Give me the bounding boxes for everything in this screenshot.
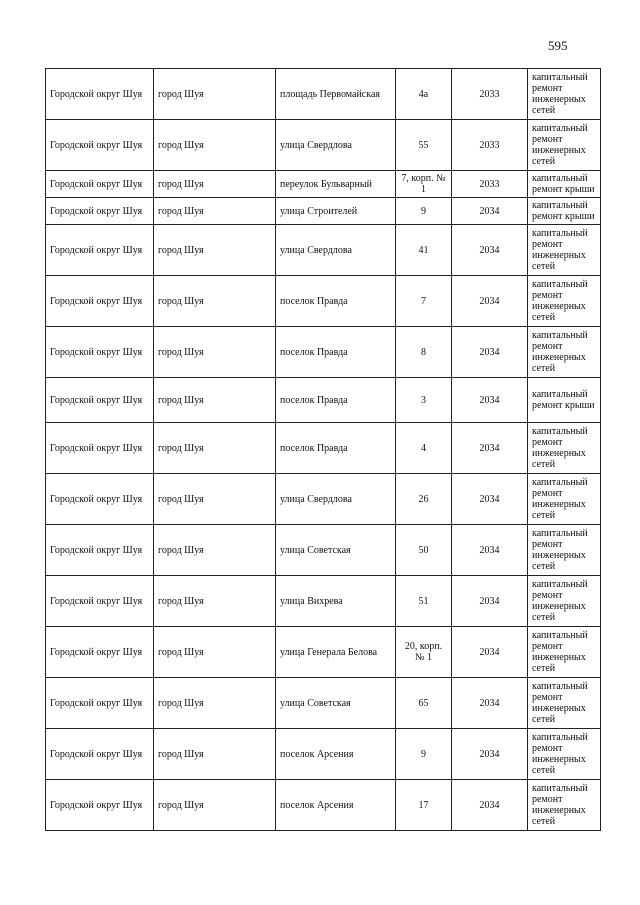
- street-cell: улица Советская: [276, 678, 396, 729]
- table-row: [46, 225, 601, 276]
- work-type-cell: капитальный ремонт инженерных сетей: [528, 69, 601, 120]
- street-cell: площадь Первомайская: [276, 69, 396, 120]
- year-cell: 2033: [452, 171, 528, 198]
- house-number-cell: 7, корп. № 1: [396, 171, 452, 198]
- street-cell: улица Генерала Белова: [276, 627, 396, 678]
- municipality-cell: Городской округ Шуя: [46, 780, 154, 831]
- street-cell: поселок Правда: [276, 276, 396, 327]
- house-number-cell: 41: [396, 225, 452, 276]
- settlement-cell: город Шуя: [154, 576, 276, 627]
- house-number-cell: 26: [396, 474, 452, 525]
- house-number-cell: 17: [396, 780, 452, 831]
- table-row: [46, 69, 601, 120]
- municipality-cell: Городской округ Шуя: [46, 327, 154, 378]
- work-type-cell: капитальный ремонт крыши: [528, 378, 601, 423]
- work-type-cell: капитальный ремонт инженерных сетей: [528, 678, 601, 729]
- settlement-cell: город Шуя: [154, 525, 276, 576]
- street-cell: улица Строителей: [276, 198, 396, 225]
- house-number-cell: 3: [396, 378, 452, 423]
- settlement-cell: город Шуя: [154, 378, 276, 423]
- settlement-cell: город Шуя: [154, 276, 276, 327]
- work-type-cell: капитальный ремонт инженерных сетей: [528, 627, 601, 678]
- work-type-cell: капитальный ремонт инженерных сетей: [528, 474, 601, 525]
- municipality-cell: Городской округ Шуя: [46, 525, 154, 576]
- municipality-cell: Городской округ Шуя: [46, 198, 154, 225]
- year-cell: 2034: [452, 780, 528, 831]
- year-cell: 2034: [452, 276, 528, 327]
- street-cell: улица Свердлова: [276, 120, 396, 171]
- municipality-cell: Городской округ Шуя: [46, 729, 154, 780]
- house-number-cell: 9: [396, 729, 452, 780]
- table-row: [46, 678, 601, 729]
- year-cell: 2034: [452, 474, 528, 525]
- table-row: [46, 378, 601, 423]
- street-cell: улица Советская: [276, 525, 396, 576]
- house-number-cell: 7: [396, 276, 452, 327]
- page-number: 595: [548, 38, 568, 53]
- house-number-cell: 4а: [396, 69, 452, 120]
- year-cell: 2033: [452, 69, 528, 120]
- settlement-cell: город Шуя: [154, 423, 276, 474]
- settlement-cell: город Шуя: [154, 198, 276, 225]
- work-type-cell: капитальный ремонт инженерных сетей: [528, 225, 601, 276]
- work-type-cell: капитальный ремонт инженерных сетей: [528, 423, 601, 474]
- table-row: [46, 423, 601, 474]
- table-row: [46, 729, 601, 780]
- municipality-cell: Городской округ Шуя: [46, 276, 154, 327]
- street-cell: поселок Правда: [276, 423, 396, 474]
- municipality-cell: Городской округ Шуя: [46, 171, 154, 198]
- year-cell: 2034: [452, 225, 528, 276]
- table-row: [46, 120, 601, 171]
- municipality-cell: Городской округ Шуя: [46, 378, 154, 423]
- settlement-cell: город Шуя: [154, 627, 276, 678]
- year-cell: 2034: [452, 378, 528, 423]
- year-cell: 2034: [452, 576, 528, 627]
- table-row: [46, 276, 601, 327]
- table-row: [46, 171, 601, 198]
- year-cell: 2034: [452, 423, 528, 474]
- work-type-cell: капитальный ремонт крыши: [528, 171, 601, 198]
- municipality-cell: Городской округ Шуя: [46, 678, 154, 729]
- street-cell: улица Вихрева: [276, 576, 396, 627]
- house-number-cell: 50: [396, 525, 452, 576]
- municipality-cell: Городской округ Шуя: [46, 69, 154, 120]
- year-cell: 2034: [452, 678, 528, 729]
- table-row: [46, 474, 601, 525]
- settlement-cell: город Шуя: [154, 678, 276, 729]
- table-row: [46, 627, 601, 678]
- settlement-cell: город Шуя: [154, 327, 276, 378]
- house-number-cell: 51: [396, 576, 452, 627]
- year-cell: 2034: [452, 729, 528, 780]
- street-cell: улица Свердлова: [276, 474, 396, 525]
- house-number-cell: 8: [396, 327, 452, 378]
- work-type-cell: капитальный ремонт инженерных сетей: [528, 576, 601, 627]
- street-cell: улица Свердлова: [276, 225, 396, 276]
- municipality-cell: Городской округ Шуя: [46, 120, 154, 171]
- municipality-cell: Городской округ Шуя: [46, 423, 154, 474]
- street-cell: поселок Арсения: [276, 729, 396, 780]
- house-number-cell: 4: [396, 423, 452, 474]
- work-type-cell: капитальный ремонт инженерных сетей: [528, 120, 601, 171]
- work-type-cell: капитальный ремонт крыши: [528, 198, 601, 225]
- settlement-cell: город Шуя: [154, 474, 276, 525]
- work-type-cell: капитальный ремонт инженерных сетей: [528, 780, 601, 831]
- street-cell: поселок Арсения: [276, 780, 396, 831]
- year-cell: 2034: [452, 198, 528, 225]
- street-cell: переулок Бульварный: [276, 171, 396, 198]
- settlement-cell: город Шуя: [154, 120, 276, 171]
- house-number-cell: 20, корп. № 1: [396, 627, 452, 678]
- work-type-cell: капитальный ремонт инженерных сетей: [528, 525, 601, 576]
- year-cell: 2033: [452, 120, 528, 171]
- municipality-cell: Городской округ Шуя: [46, 474, 154, 525]
- house-number-cell: 55: [396, 120, 452, 171]
- year-cell: 2034: [452, 525, 528, 576]
- table-row: [46, 525, 601, 576]
- work-type-cell: капитальный ремонт инженерных сетей: [528, 327, 601, 378]
- settlement-cell: город Шуя: [154, 69, 276, 120]
- settlement-cell: город Шуя: [154, 225, 276, 276]
- settlement-cell: город Шуя: [154, 171, 276, 198]
- table-row: [46, 327, 601, 378]
- table-row: [46, 780, 601, 831]
- work-type-cell: капитальный ремонт инженерных сетей: [528, 276, 601, 327]
- house-number-cell: 65: [396, 678, 452, 729]
- repair-schedule-table: [45, 68, 601, 831]
- year-cell: 2034: [452, 327, 528, 378]
- municipality-cell: Городской округ Шуя: [46, 576, 154, 627]
- settlement-cell: город Шуя: [154, 780, 276, 831]
- table-row: [46, 576, 601, 627]
- work-type-cell: капитальный ремонт инженерных сетей: [528, 729, 601, 780]
- year-cell: 2034: [452, 627, 528, 678]
- table-row: [46, 198, 601, 225]
- municipality-cell: Городской округ Шуя: [46, 225, 154, 276]
- municipality-cell: Городской округ Шуя: [46, 627, 154, 678]
- street-cell: поселок Правда: [276, 327, 396, 378]
- house-number-cell: 9: [396, 198, 452, 225]
- settlement-cell: город Шуя: [154, 729, 276, 780]
- street-cell: поселок Правда: [276, 378, 396, 423]
